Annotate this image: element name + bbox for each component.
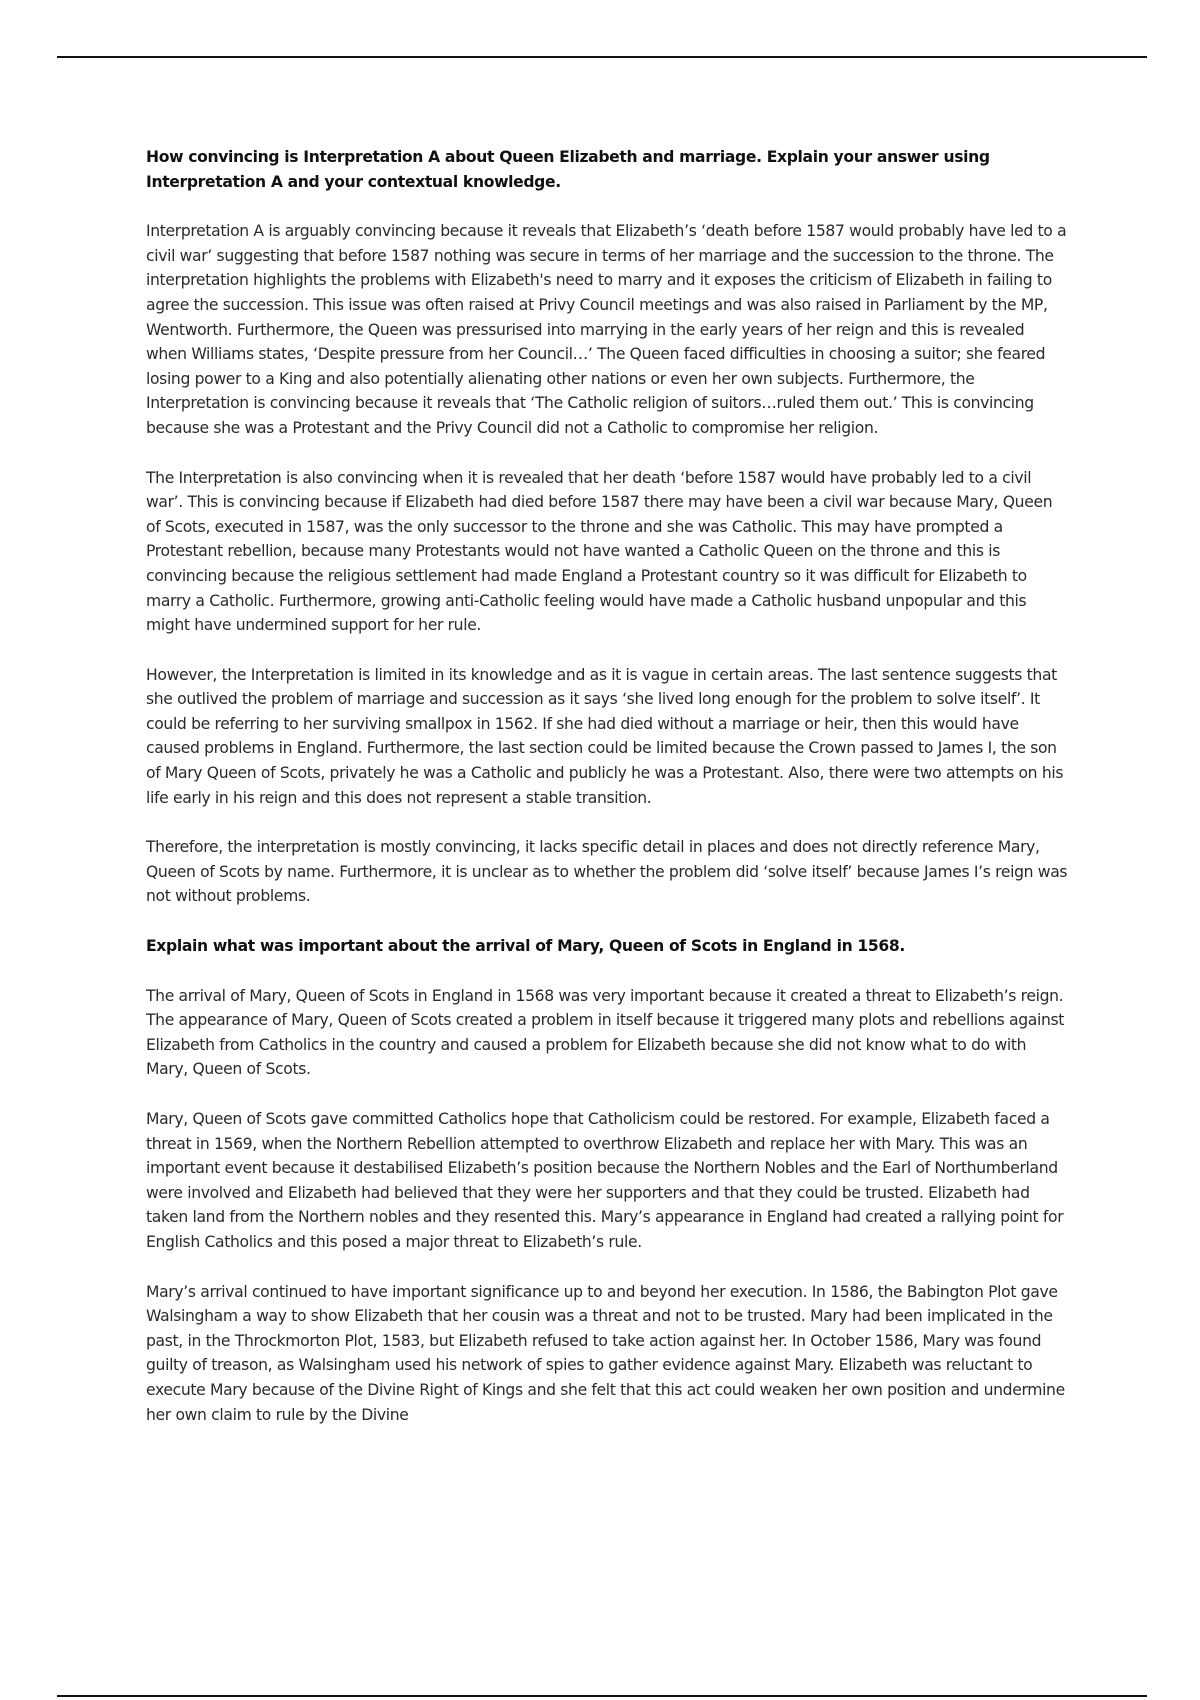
header-rule	[57, 56, 1147, 58]
document-body	[146, 145, 1068, 1452]
answer-paragraph: The arrival of Mary, Queen of Scots in England in 1568 was very important because it created a threat to Elizabeth’s reign. The appearance of Mary, Queen of Scots created a problem in itself because it triggered many plots and rebellions against Elizabeth from Catholics in the country and caused a problem for Elizabeth because she did not know what to do with Mary, Queen of Scots.	[146, 986, 1065, 1079]
question-heading: Explain what was important about the arrival of Mary, Queen of Scots in England in 1568.	[146, 937, 905, 956]
footer-rule	[57, 1695, 1147, 1697]
answer-paragraph: However, the Interpretation is limited in its knowledge and as it is vague in certain areas. The last sentence suggests that she outlived the problem of marriage and succession as it says ‘she lived long enough for the problem to solve itself’. It could be referring to her surviving smallpox in 1562. If she had died without a marriage or heir, then this would have caused problems in England. Furthermore, the last section could be limited because the Crown passed to James I, the son of Mary Queen of Scots, privately he was a Catholic and publicly he was a Protestant. Also, there were two attempts on his life early in his reign and this does not represent a stable transition.	[146, 665, 1064, 807]
answer-paragraph: Mary, Queen of Scots gave committed Catholics hope that Catholicism could be restored. For example, Elizabeth faced a threat in 1569, when the Northern Rebellion attempted to overthrow Elizabeth and replace her with Mary. This was an important event because it destabilised Elizabeth’s position because the Northern Nobles and the Earl of Northumberland were involved and Elizabeth had believed that they were her supporters and that they could be trusted. Elizabeth had taken land from the Northern nobles and they resented this. Mary’s appearance in England had created a rallying point for English Catholics and this posed a major threat to Elizabeth’s rule.	[146, 1110, 1064, 1251]
answer-paragraph: The Interpretation is also convincing when it is revealed that her death ‘before 1587 would have probably led to a civil war’. This is convincing because if Elizabeth had died before 1587 there may have been a civil war because Mary, Queen of Scots, executed in 1587, was the only successor to the throne and she was Catholic. This may have prompted a Protestant rebellion, because many Protestants would not have wanted a Catholic Queen on the throne and this is convincing because the religious settlement had made England a Protestant country so it was difficult for Elizabeth to marry a Catholic. Furthermore, growing anti-Catholic feeling would have made a Catholic husband unpopular and this might have undermined support for her rule.	[146, 468, 1053, 635]
answer-paragraph: Interpretation A is arguably convincing because it reveals that Elizabeth’s ‘death before 1587 would probably have led to a civil war’ suggesting that before 1587 nothing was secure in terms of her marriage and the succession to the throne. The interpretation highlights the problems with Elizabeth's need to marry and it exposes the criticism of Elizabeth in failing to agree the succession. This issue was often raised at Privy Council meetings and was also raised in Parliament by the MP, Wentworth. Furthermore, the Queen was pressurised into marrying in the early years of her reign and this is revealed when Williams states, ‘Despite pressure from her Council…’ The Queen faced difficulties in choosing a suitor; she feared losing power to a King and also potentially alienating other nations or even her own subjects. Furthermore, the Interpretation is convincing because it reveals that ‘The Catholic religion of suitors…ruled them out.’ This is convincing because she was a Protestant and the Privy Council did not a Catholic to compromise her religion.	[146, 222, 1067, 437]
question-heading: How convincing is Interpretation A about Queen Elizabeth and marriage. Explain your answer using Interpretation A and your contextual knowledge.	[146, 148, 990, 191]
answer-paragraph: Therefore, the interpretation is mostly convincing, it lacks specific detail in places and does not directly reference Mary, Queen of Scots by name. Furthermore, it is unclear as to whether the problem did ‘solve itself’ because James I’s reign was not without problems.	[146, 838, 1068, 906]
answer-paragraph: Mary’s arrival continued to have important significance up to and beyond her execution. In 1586, the Babington Plot gave Walsingham a way to show Elizabeth that her cousin was a threat and not to be trusted. Mary had been implicated in the past, in the Throckmorton Plot, 1583, but Elizabeth refused to take action against her. In October 1586, Mary was found guilty of treason, as Walsingham used his network of spies to gather evidence against Mary. Elizabeth was reluctant to execute Mary because of the Divine Right of Kings and she felt that this act could weaken her own position and undermine her own claim to rule by the Divine	[146, 1282, 1065, 1424]
